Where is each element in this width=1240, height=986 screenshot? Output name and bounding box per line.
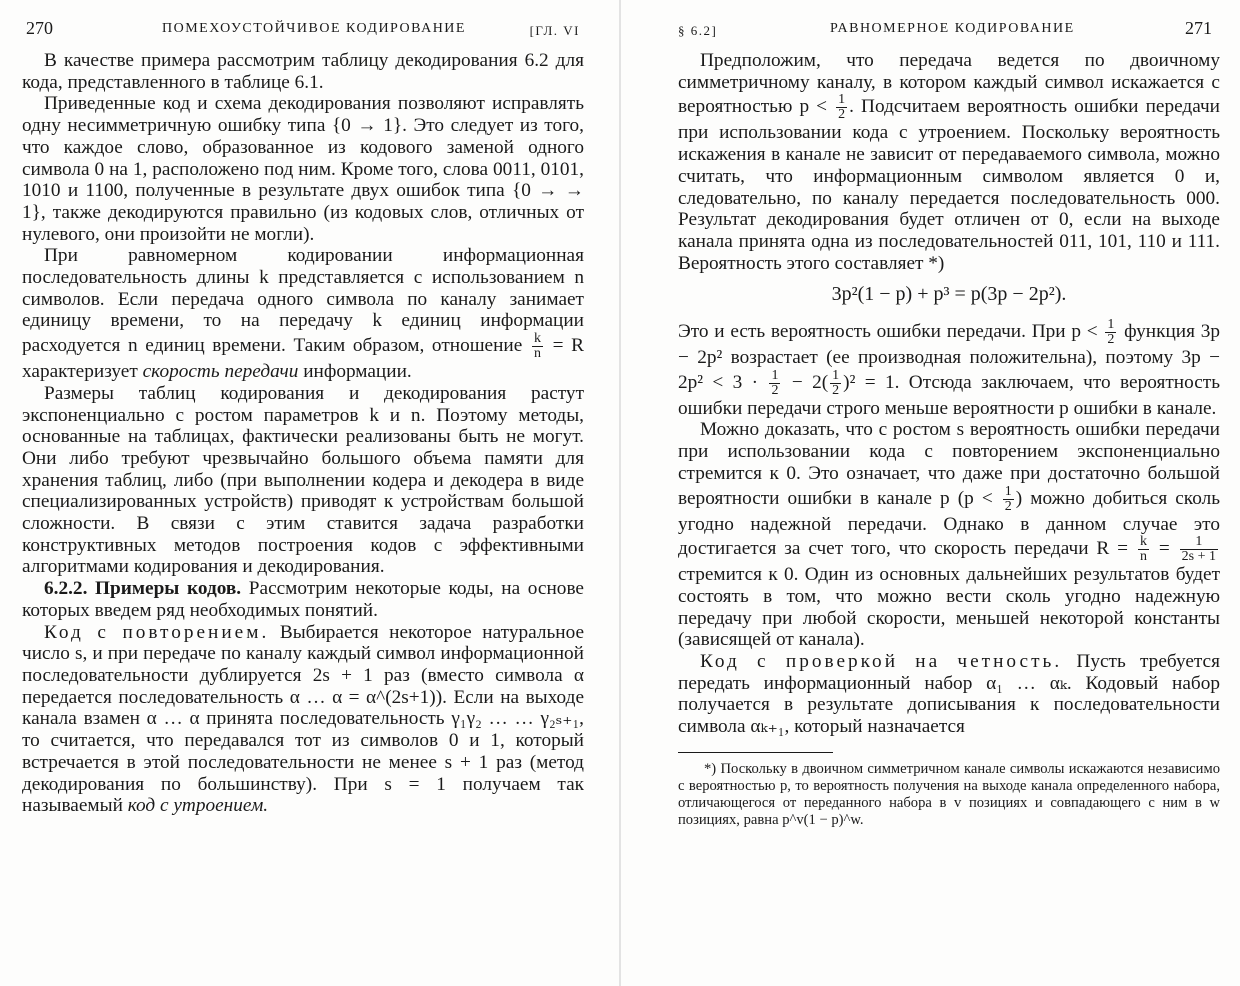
text-span: . Подсчитаем вероятность ошибки передачи при использовании кода с утроением. Поскольку вероятность искажения в канале не зависит от передаваемого символа, можно считать, что информационным символом является 0 и, следовательно, по каналу передается последовательность 000. Результат декодирования будет отличен от 0, если на выходе канала принята одна из последовательностей 011, 101, 110 и 111. Вероятность этого составляет *) xyxy=(678,96,1220,274)
fraction-denominator: 2 xyxy=(1107,332,1115,348)
left-page-number: 270 xyxy=(26,18,53,38)
chapter-reference: [ГЛ. VI xyxy=(529,23,580,38)
text-span: Рассмотрим некоторые коды, на основе которых введем ряд необходимых понятий. xyxy=(22,578,584,621)
paragraph xyxy=(678,419,1220,651)
subsection-heading: 6.2.2. Примеры кодов. xyxy=(44,578,242,600)
fraction-one-half xyxy=(1105,318,1116,347)
footnote: *) Поскольку в двоичном симметричном канале символы искажаются независимо с вероятностью p, то вероятность получения на выходе канала определенного набора, отличающегося от переданного набора в v позициях и совпадающего с ним в w позициях, равна p^v(1 − p)^w. xyxy=(678,760,1220,829)
term-heading: Код с проверкой на четность. xyxy=(700,651,1063,673)
paragraph xyxy=(678,50,1220,274)
paragraph xyxy=(22,245,584,383)
fraction-denominator: 2 xyxy=(771,382,779,398)
text-span: функция 3p − 2p² возрастает (ее производная положительна), поэтому 3p − 2p² < 3 · xyxy=(678,320,1220,393)
fraction-one-half xyxy=(769,369,780,398)
fraction-one-half xyxy=(836,93,847,122)
fraction-one-half xyxy=(830,369,841,398)
fraction-numerator: k xyxy=(1139,534,1147,550)
paragraph xyxy=(678,318,1220,419)
fraction-numerator: 1 xyxy=(771,367,779,383)
fraction-denominator: 2 xyxy=(1004,498,1012,514)
left-body-text xyxy=(22,50,584,817)
fraction-k-over-n xyxy=(1138,535,1149,564)
footnote-rule xyxy=(678,752,833,753)
fraction-numerator: 1 xyxy=(1004,483,1012,499)
right-running-head xyxy=(678,18,1220,50)
term-heading: Код с повторением. xyxy=(44,621,270,643)
text-span: Можно доказать, что с ростом s вероятность ошибки передачи при использовании кода с повторением экспоненциально стремится к 0. Это означает, что даже при достаточно большой вероятности ошибки в канале p (p < xyxy=(678,419,1220,509)
left-running-title: ПОМЕХОУСТОЙЧИВОЕ КОДИРОВАНИЕ xyxy=(162,21,466,36)
text-span: − 2( xyxy=(791,371,829,393)
text-span: Предположим, что передача ведется по двоичному симметричному каналу, в котором каждый символ искажается с вероятностью p < xyxy=(678,50,1220,118)
text-span: ) можно добиться сколь угодно надежной передачи. Однако в данном случае это достигается за счет того, что скорость передачи R = xyxy=(678,487,1221,560)
text-span: )² = 1. Отсюда заключаем, что вероятность ошибки передачи строго меньше вероятности p ошибки в канале. xyxy=(678,371,1220,419)
fraction-one-half xyxy=(1003,485,1014,514)
right-page xyxy=(620,0,1240,986)
text-span: Это и есть вероятность ошибки передачи. При p < xyxy=(678,320,1098,342)
fraction-rate xyxy=(1180,535,1218,564)
fraction-numerator: k xyxy=(533,331,541,347)
fraction-numerator: 1 xyxy=(1180,535,1218,550)
text-span: стремится к 0. Один из основных дальнейших результатов будет состоять в том, что можно вести сколь угодно надежную передачу при любой скорости, меньшей некоторой константы (зависящей от канала). xyxy=(678,564,1220,651)
fraction-denominator: 2 xyxy=(832,382,840,398)
paragraph: В качестве примера рассмотрим таблицу декодирования 6.2 для кода, представленного в таблице 6.1. xyxy=(22,50,584,93)
paragraph: Размеры таблиц кодирования и декодирования растут экспоненциально с ростом параметров k и n. Поэтому методы, основанные на таблицах, фактически реализованы быть не могут. Они либо требуют чрезвычайно большого объема памяти для хранения таблиц, либо (при выполнении кодера и декодера в виде специализированных устройств) приводят к устройствам большой сложности. В связи с этим ставится задача разработки конструктивных методов построения кодов с эффективными алгоритмами кодирования и декодирования. xyxy=(22,382,584,578)
right-body-text xyxy=(678,50,1220,738)
text-span: информации. xyxy=(303,361,412,383)
text-span: = xyxy=(1158,538,1170,560)
paragraph xyxy=(22,578,584,621)
paragraph: Приведенные код и схема декодирования позволяют исправлять одну несимметричную ошибку типа {0 → 1}. Это следует из того, что каждое слово, образованное из кодового заменой одного символа 0 на 1, расположено под ним. Кроме того, слова 0011, 0101, 1010 и 1100, полученные в результате двух ошибок типа {0 → → 1}, также декодируются правильно (из кодовых слов, отличных от нулевого, они произойти не могли). xyxy=(22,93,584,245)
fraction-numerator: 1 xyxy=(832,367,840,383)
paragraph xyxy=(22,622,584,817)
fraction-numerator: 1 xyxy=(838,92,846,108)
text-span: Выбирается некоторое натуральное число s, и при передаче по каналу каждый символ информационной последовательности дублируется 2s + 1 раз (вместо символа α передается последовательность α … α = α^(2s+1)). Если на выходе канала взамен α … α принята последовательность γ₁γ₂ … … γ₂ₛ₊₁, то считается, что передавался тот из символов 0 и 1, который встречается в этой последовательности не менее s + 1 раз (метод декодирования по большинству). При s = 1 получаем так называемый xyxy=(22,621,584,817)
display-formula: 3p²(1 − p) + p³ = p(3p − 2p²). xyxy=(831,283,1067,306)
text-span: = R характеризует xyxy=(22,335,585,383)
emphasis-term: скорость передачи xyxy=(142,361,299,383)
right-page-number: 271 xyxy=(1185,18,1212,38)
fraction-denominator: n xyxy=(1139,549,1147,565)
text-span: Пусть требуется передать информационный набор α₁ … αₖ. Кодовый набор получается в результате дописывания к последовательности символа αₖ₊₁, который назначается xyxy=(678,651,1220,738)
fraction-denominator: 2 xyxy=(838,107,846,123)
left-running-head xyxy=(22,18,584,50)
emphasis-term: код с утроением. xyxy=(127,795,269,817)
paragraph xyxy=(678,651,1220,738)
section-reference: § 6.2] xyxy=(678,23,718,38)
fraction-k-over-n xyxy=(532,332,543,361)
fraction-numerator: 1 xyxy=(1107,317,1115,333)
fraction-denominator: n xyxy=(533,346,541,362)
fraction-denominator: 2s + 1 xyxy=(1181,549,1216,565)
right-running-title: РАВНОМЕРНОЕ КОДИРОВАНИЕ xyxy=(830,21,1075,36)
text-span: При равномерном кодировании информационная последовательность длины k представляется с использованием n символов. Если передача одного символа по каналу занимает единицу времени, то на передачу k единиц информации расходуется n единиц времени. Таким образом, отношение xyxy=(22,245,584,357)
